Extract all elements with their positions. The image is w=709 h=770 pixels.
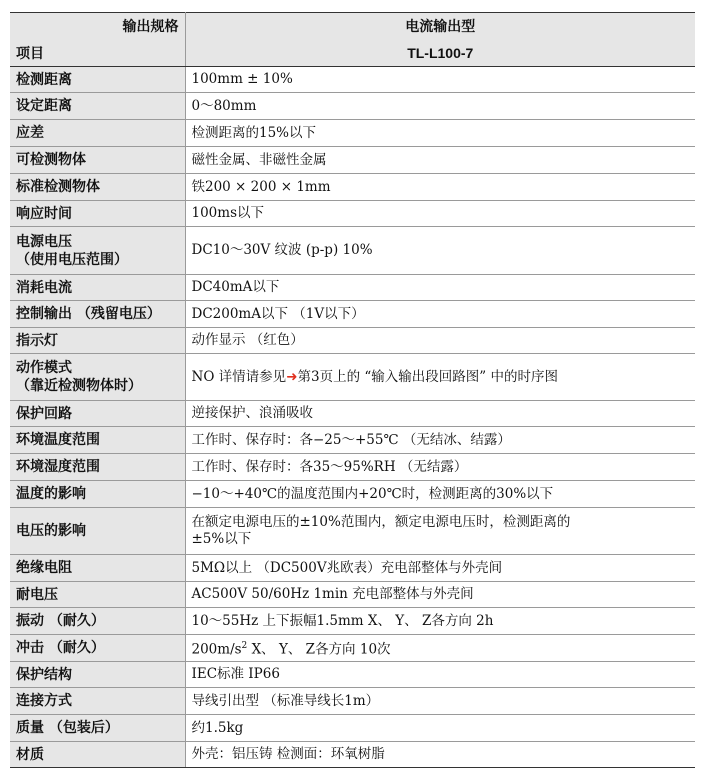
spec-label: 标准检测物体	[10, 174, 185, 201]
table-row	[10, 201, 695, 227]
table-row	[10, 481, 695, 508]
item-header: 项目	[10, 40, 185, 67]
spec-value: DC10～30V 纹波 (p-p) 10%	[185, 227, 695, 275]
table-row	[10, 120, 695, 147]
spec-label	[10, 354, 185, 401]
spec-value: 外壳：铝压铸 检测面：环氧树脂	[185, 742, 695, 768]
spec-value: 铁200 × 200 × 1mm	[185, 174, 695, 201]
arrow-right-icon: ➜	[286, 368, 298, 385]
spec-value: DC40mA以下	[185, 275, 695, 301]
table-row	[10, 555, 695, 582]
spec-value-line: 在额定电源电压的±10%范围内，额定电源电压时，检测距离的	[191, 514, 571, 530]
table-row	[10, 454, 695, 481]
spec-label: 绝缘电阻	[10, 555, 185, 582]
table-row	[10, 635, 695, 662]
superscript: 2	[241, 640, 248, 651]
table-row	[10, 508, 695, 555]
spec-value: 逆接保护、浪涌吸收	[185, 401, 695, 427]
table-row	[10, 427, 695, 454]
spec-label: 冲击 （耐久）	[10, 635, 185, 662]
spec-value: 动作显示 （红色）	[185, 328, 695, 354]
spec-value: 100mm ± 10%	[185, 67, 695, 93]
spec-label-line: 动作模式	[16, 360, 72, 376]
table-row	[10, 93, 695, 120]
header-row-2	[10, 40, 695, 67]
table-row	[10, 174, 695, 201]
table-row	[10, 354, 695, 401]
spec-label: 应差	[10, 120, 185, 147]
spec-value: 工作时、保存时：各35～95%RH （无结露）	[185, 454, 695, 481]
spec-label: 电压的影响	[10, 508, 185, 555]
spec-value-text: X、 Y、 Z各方向 10次	[247, 641, 391, 658]
spec-value: 100ms以下	[185, 201, 695, 227]
spec-value-text: 第3页上的 “输入输出段回路图” 中的时序图	[297, 368, 558, 385]
spec-value	[185, 635, 695, 662]
header-row-1	[10, 13, 695, 40]
table-row	[10, 275, 695, 301]
spec-value: 磁性金属、非磁性金属	[185, 147, 695, 174]
spec-value-text: 200m/s	[191, 641, 242, 658]
spec-value: 导线引出型 （标准导线长1m）	[185, 688, 695, 715]
spec-label-line: 电源电压	[16, 233, 72, 250]
spec-value: IEC标准 IP66	[185, 662, 695, 688]
spec-value: 0～80mm	[185, 93, 695, 120]
spec-table	[10, 12, 695, 768]
spec-label: 检测距离	[10, 67, 185, 93]
spec-label: 消耗电流	[10, 275, 185, 301]
spec-label: 连接方式	[10, 688, 185, 715]
table-row	[10, 662, 695, 688]
spec-label: 温度的影响	[10, 481, 185, 508]
spec-value	[185, 354, 695, 401]
table-row	[10, 328, 695, 354]
spec-value: AC500V 50/60Hz 1min 充电部整体与外壳间	[185, 582, 695, 608]
spec-value-line: ±5%以下	[191, 531, 252, 547]
spec-label: 保护回路	[10, 401, 185, 427]
spec-label: 材质	[10, 742, 185, 768]
spec-value: 工作时、保存时：各−25～+55℃ （无结冰、结露）	[185, 427, 695, 454]
table-row	[10, 688, 695, 715]
spec-label-line: （使用电压范围）	[16, 251, 128, 268]
spec-label: 振动 （耐久）	[10, 608, 185, 635]
table-row	[10, 67, 695, 93]
table-row	[10, 301, 695, 328]
spec-value: 检测距离的15%以下	[185, 120, 695, 147]
table-row	[10, 147, 695, 174]
output-spec-header: 输出规格	[10, 13, 185, 40]
spec-label: 响应时间	[10, 201, 185, 227]
output-type-header: 电流输出型	[185, 13, 695, 40]
table-row	[10, 715, 695, 742]
spec-label: 可检测物体	[10, 147, 185, 174]
table-row	[10, 608, 695, 635]
spec-value: −10～+40℃的温度范围内+20℃时，检测距离的30%以下	[185, 481, 695, 508]
spec-value: 10～55Hz 上下振幅1.5mm X、 Y、 Z各方向 2h	[185, 608, 695, 635]
spec-value: DC200mA以下 （1V以下）	[185, 301, 695, 328]
spec-label: 环境湿度范围	[10, 454, 185, 481]
spec-value-text: NO 详情请参见	[191, 368, 287, 385]
spec-value: 5MΩ以上 （DC500V兆欧表）充电部整体与外壳间	[185, 555, 695, 582]
spec-label: 耐电压	[10, 582, 185, 608]
spec-label: 指示灯	[10, 328, 185, 354]
spec-label	[10, 227, 185, 275]
spec-label: 设定距离	[10, 93, 185, 120]
model-header: TL-L100-7	[185, 40, 695, 67]
spec-label: 环境温度范围	[10, 427, 185, 454]
spec-label: 质量 （包装后）	[10, 715, 185, 742]
spec-value	[185, 508, 695, 555]
table-row	[10, 401, 695, 427]
spec-label: 保护结构	[10, 662, 185, 688]
table-row	[10, 227, 695, 275]
spec-label: 控制输出 （残留电压）	[10, 301, 185, 328]
table-row	[10, 742, 695, 768]
table-row	[10, 582, 695, 608]
spec-value: 约1.5kg	[185, 715, 695, 742]
spec-label-line: （靠近检测物体时）	[16, 378, 142, 394]
